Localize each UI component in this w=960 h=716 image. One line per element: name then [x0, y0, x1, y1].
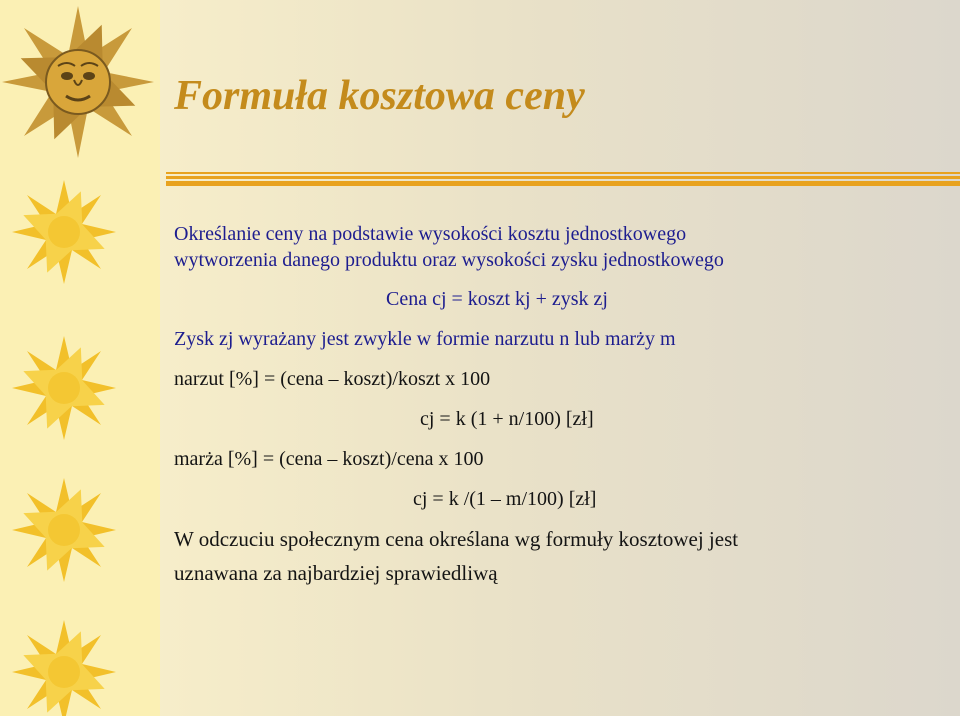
price-formula: Cena cj = koszt kj + zysk zj — [386, 288, 608, 310]
profit-description: Zysk zj wyrażany jest zwykle w formie narzutu n lub marży m — [174, 328, 676, 350]
markup-price-formula: cj = k (1 + n/100) [zł] — [420, 408, 594, 430]
intro-line-1: Określanie ceny na podstawie wysokości kosztu jednostkowego — [174, 223, 687, 245]
margin-definition: marża [%] = (cena – koszt)/cena x 100 — [174, 448, 484, 470]
closing-line-2: uznawana za najbardziej sprawiedliwą — [174, 561, 498, 585]
intro-line-2: wytworzenia danego produktu oraz wysokości zysku jednostkowego — [174, 249, 724, 271]
markup-definition: narzut [%] = (cena – koszt)/koszt x 100 — [174, 368, 491, 390]
closing-line-1: W odczuciu społecznym cena określana wg formuły kosztowej jest — [174, 527, 739, 551]
margin-price-formula: cj = k /(1 – m/100) [zł] — [413, 488, 597, 510]
slide-title: Formuła kosztowa ceny — [174, 73, 585, 119]
